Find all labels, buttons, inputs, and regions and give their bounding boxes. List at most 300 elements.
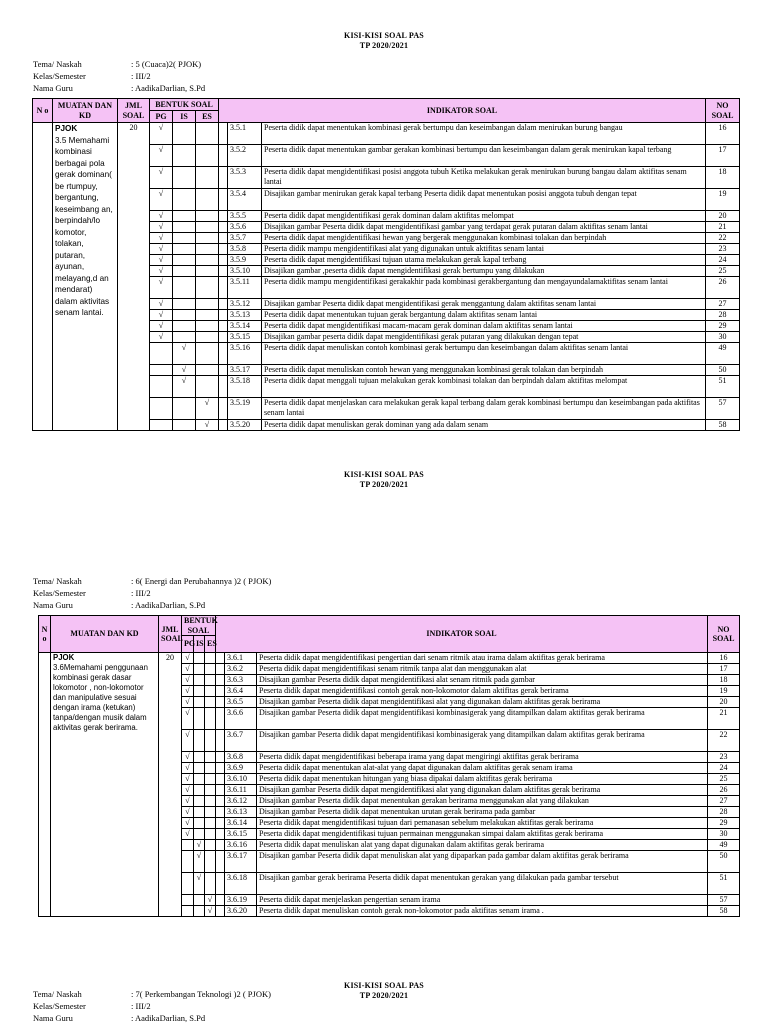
col-muatan: MUATAN DAN KD — [51, 616, 159, 653]
pg-check — [150, 376, 173, 398]
row-number-cell — [39, 653, 51, 917]
question-number: 25 — [706, 266, 740, 277]
es-check — [205, 730, 216, 752]
spacer-cell — [216, 851, 225, 873]
es-check — [205, 708, 216, 730]
question-number: 16 — [706, 123, 740, 145]
es-check — [205, 818, 216, 829]
indicator-text: Disajikan gambar Peserta didik dapat mengidentifikasi gerak menggantung dalam aktifitas senam lantai — [262, 299, 706, 310]
is-check — [194, 697, 205, 708]
spacer-cell — [219, 332, 228, 343]
indicator-code: 3.5.14 — [228, 321, 262, 332]
kisi-table-2 — [38, 615, 740, 917]
es-check — [196, 376, 219, 398]
indicator-code: 3.5.5 — [228, 211, 262, 222]
es-check: √ — [196, 420, 219, 431]
pg-check: √ — [150, 167, 173, 189]
es-check — [196, 266, 219, 277]
spacer-cell — [216, 752, 225, 763]
indicator-text: Peserta didik dapat menuliskan gerak dominan yang ada dalam senam — [262, 420, 706, 431]
es-check — [196, 277, 219, 299]
pg-check: √ — [150, 332, 173, 343]
col-jml: JML SOAL — [118, 99, 150, 123]
indicator-text: Peserta didik mampu mengidentifikasi alat yang digunakan untuk aktifitas senam lantai — [262, 244, 706, 255]
col-is: IS — [173, 111, 196, 123]
es-check — [205, 785, 216, 796]
indicator-code: 3.5.9 — [228, 255, 262, 266]
indicator-text: Peserta didik dapat mengidentifikasi macam-macam gerak dominan dalam aktifitas senam lantai — [262, 321, 706, 332]
guru-label: Nama Guru — [33, 1013, 73, 1023]
is-check — [173, 277, 196, 299]
col-pg: PG — [182, 636, 194, 653]
pg-check: √ — [182, 697, 194, 708]
question-number: 57 — [708, 895, 740, 906]
indicator-text: Peserta didik dapat menjelaskan cara melakukan gerak kapal terbang dalam gerak kombinasi bertumpu dan keseimbangan pada aktifitas senam lantai — [262, 398, 706, 420]
pg-check — [182, 873, 194, 895]
question-number: 19 — [708, 686, 740, 697]
question-number: 23 — [706, 244, 740, 255]
pg-check: √ — [150, 123, 173, 145]
es-check — [196, 365, 219, 376]
es-check — [196, 321, 219, 332]
section-title: KISI-KISI SOAL PAS — [344, 981, 424, 990]
col-indikator: INDIKATOR SOAL — [216, 616, 708, 653]
is-check — [173, 398, 196, 420]
indicator-text: Disajikan gambar Peserta didik dapat mengidentifikasi kombinasigerak yang ditampilkan dalam aktifitas gerak berirama — [257, 730, 708, 752]
question-number: 21 — [706, 222, 740, 233]
spacer-cell — [219, 299, 228, 310]
es-check — [196, 299, 219, 310]
indicator-code: 3.5.6 — [228, 222, 262, 233]
indicator-text: Peserta didik dapat menuliskan contoh hewan yang menggunakan kombinasi gerak tolakan dan berpindah — [262, 365, 706, 376]
is-check — [194, 807, 205, 818]
pg-check: √ — [182, 774, 194, 785]
indicator-code: 3.5.11 — [228, 277, 262, 299]
es-check — [205, 829, 216, 840]
is-check — [173, 310, 196, 321]
indicator-code: 3.5.4 — [228, 189, 262, 211]
indicator-code: 3.5.13 — [228, 310, 262, 321]
is-check: √ — [173, 376, 196, 398]
is-check — [173, 244, 196, 255]
indicator-text: Disajikan gambar Peserta didik dapat menentukan urutan gerak berirama pada gambar — [257, 807, 708, 818]
spacer-cell — [216, 807, 225, 818]
es-check — [196, 244, 219, 255]
indicator-text: Peserta didik dapat mengidentifikasi posisi anggota tubuh Ketika melakukan gerak menirukan burung bangau dalam aktifitas senam lantai — [262, 167, 706, 189]
is-check — [173, 189, 196, 211]
indicator-code: 3.6.13 — [225, 807, 257, 818]
guru-label: Nama Guru — [33, 83, 73, 93]
es-check — [205, 796, 216, 807]
indicator-code: 3.6.18 — [225, 873, 257, 895]
spacer-cell — [219, 398, 228, 420]
indicator-code: 3.6.15 — [225, 829, 257, 840]
question-number: 58 — [706, 420, 740, 431]
es-check — [205, 840, 216, 851]
indicator-code: 3.6.8 — [225, 752, 257, 763]
is-check — [194, 763, 205, 774]
indicator-text: Peserta didik dapat mengidentifikasi tujuan permainan menggunakan simpai dalam aktifitas gerak berirama — [257, 829, 708, 840]
indicator-text: Disajikan gambar Peserta didik dapat menuliskan alat yang dipaparkan pada gambar dalam aktifitas gerak berirama — [257, 851, 708, 873]
is-check: √ — [194, 840, 205, 851]
is-check: √ — [194, 851, 205, 873]
question-number: 17 — [708, 664, 740, 675]
section-title: KISI-KISI SOAL PAS — [344, 470, 424, 479]
es-check — [196, 167, 219, 189]
pg-check — [150, 398, 173, 420]
indicator-text: Peserta didik dapat menggali tujuan melakukan gerak kombinasi tolakan dan berpindah dalam aktifitas melompat — [262, 376, 706, 398]
kd-description: 3.6Memahami penggunaan kombinasi gerak dasar lokomotor , non-lokomotor dan manipulative sesuai dengan irama (ketukan) tanpa/dengan musik dalam aktivitas gerak berirama. — [53, 663, 148, 732]
indicator-code: 3.6.9 — [225, 763, 257, 774]
indicator-code: 3.5.3 — [228, 167, 262, 189]
question-number: 22 — [706, 233, 740, 244]
pg-check — [182, 895, 194, 906]
tema-value: : 5 (Cuaca)2( PJOK) — [131, 59, 202, 69]
is-check — [173, 266, 196, 277]
indicator-text: Peserta didik dapat mengidentifikasi gerak dominan dalam aktifitas melompat — [262, 211, 706, 222]
pg-check — [150, 343, 173, 365]
jml-soal-cell: 20 — [118, 123, 150, 431]
pg-check: √ — [150, 211, 173, 222]
pg-check: √ — [182, 763, 194, 774]
spacer-cell — [216, 763, 225, 774]
is-check — [194, 818, 205, 829]
spacer-cell — [216, 796, 225, 807]
pg-check: √ — [150, 233, 173, 244]
pg-check — [182, 851, 194, 873]
kelas-value: : III/2 — [131, 1001, 151, 1011]
pg-check: √ — [150, 222, 173, 233]
indicator-text: Peserta didik dapat mengidentifikasi beberapa irama yang dapat mengiringi aktifitas gerak berirama — [257, 752, 708, 763]
es-check — [196, 145, 219, 167]
tema-label: Tema/ Naskah — [33, 59, 82, 69]
spacer-cell — [219, 420, 228, 431]
section-year: TP 2020/2021 — [359, 991, 409, 1000]
spacer-cell — [216, 906, 225, 917]
question-number: 20 — [706, 211, 740, 222]
pg-check — [150, 365, 173, 376]
is-check — [173, 332, 196, 343]
indicator-text: Peserta didik dapat menuliskan contoh gerak non-lokomotor pada aktifitas senam irama . — [257, 906, 708, 917]
indicator-text: Disajikan gambar Peserta didik dapat mengidentifikasi alat senam ritmik pada gambar — [257, 675, 708, 686]
pg-check: √ — [182, 807, 194, 818]
guru-label: Nama Guru — [33, 600, 73, 610]
pg-check: √ — [150, 321, 173, 332]
pg-check — [182, 906, 194, 917]
tema-label: Tema/ Naskah — [33, 576, 82, 586]
indicator-text: Peserta didik dapat menentukan kombinasi gerak bertumpu dan keseimbangan dalam menirukan burung bangau — [262, 123, 706, 145]
pg-check: √ — [182, 664, 194, 675]
es-check — [205, 697, 216, 708]
spacer-cell — [219, 365, 228, 376]
pg-check: √ — [182, 829, 194, 840]
spacer-cell — [219, 145, 228, 167]
question-number: 23 — [708, 752, 740, 763]
indicator-text: Disajikan gambar Peserta didik dapat mengidentifikasi alat yang digunakan dalam aktifitas gerak berirama — [257, 697, 708, 708]
kelas-label: Kelas/Semester — [33, 71, 86, 81]
es-check — [205, 763, 216, 774]
is-check — [173, 420, 196, 431]
indicator-code: 3.6.20 — [225, 906, 257, 917]
es-check: √ — [205, 895, 216, 906]
pg-check: √ — [150, 255, 173, 266]
pg-check: √ — [150, 266, 173, 277]
tema-value: : 7( Perkembangan Teknologi )2 ( PJOK) — [131, 989, 271, 999]
tema-label: Tema/ Naskah — [33, 989, 82, 999]
indicator-text: Disajikan gambar peserta didik dapat mengidentifikasi gerak putaran yang dilakukan dengan tepat — [262, 332, 706, 343]
col-no: N o — [39, 616, 51, 653]
col-no-soal: NO SOAL — [706, 99, 740, 123]
indicator-text: Disajikan gambar Peserta didik dapat mengidentifikasi gambar yang terdapat gerak putaran dalam aktifitas senam lantai — [262, 222, 706, 233]
is-check — [194, 686, 205, 697]
col-jml: JML SOAL — [159, 616, 182, 653]
indicator-code: 3.6.19 — [225, 895, 257, 906]
spacer-cell — [216, 686, 225, 697]
spacer-cell — [216, 653, 225, 664]
col-pg: PG — [150, 111, 173, 123]
indicator-code: 3.5.15 — [228, 332, 262, 343]
is-check — [194, 895, 205, 906]
spacer-cell — [219, 310, 228, 321]
question-number: 24 — [706, 255, 740, 266]
guru-value: : AadikaDarlian, S.Pd — [131, 83, 206, 93]
indicator-text: Disajikan gambar gerak berirama Peserta didik dapat menentukan gerakan yang dilakukan pada gambar tersebut — [257, 873, 708, 895]
spacer-cell — [219, 233, 228, 244]
spacer-cell — [219, 167, 228, 189]
is-check — [194, 653, 205, 664]
section-3-meta — [33, 988, 271, 1024]
indicator-code: 3.5.7 — [228, 233, 262, 244]
indicator-code: 3.6.17 — [225, 851, 257, 873]
is-check — [194, 829, 205, 840]
kd-cell — [53, 123, 118, 431]
section-1 — [0, 31, 768, 51]
question-number: 25 — [708, 774, 740, 785]
question-number: 50 — [708, 851, 740, 873]
pg-check: √ — [150, 310, 173, 321]
is-check — [194, 774, 205, 785]
question-number: 57 — [706, 398, 740, 420]
spacer-cell — [219, 266, 228, 277]
indicator-text: Peserta didik dapat mengidentifikasi hewan yang bergerak menggunakan kombinasi tolakan dan berpindah — [262, 233, 706, 244]
es-check — [205, 873, 216, 895]
question-number: 49 — [706, 343, 740, 365]
table-row — [33, 123, 740, 145]
indicator-code: 3.5.18 — [228, 376, 262, 398]
indicator-text: Disajikan gambar menirukan gerak kapal terbang Peserta didik dapat menentukan posisi anggota tubuh dengan tepat — [262, 189, 706, 211]
es-check — [196, 255, 219, 266]
section-1-meta — [33, 58, 205, 94]
indicator-code: 3.6.12 — [225, 796, 257, 807]
es-check: √ — [205, 906, 216, 917]
indicator-code: 3.6.10 — [225, 774, 257, 785]
es-check — [196, 123, 219, 145]
is-check — [194, 708, 205, 730]
indicator-text: Peserta didik mampu mengidentifikasi gerakakhir pada kombinasi gerakbergantung dan mengayundalamaktifitas senam lantai — [262, 277, 706, 299]
es-check — [205, 675, 216, 686]
indicator-text: Peserta didik dapat mengidentifikasi contoh gerak non-lokomotor dalam aktifitas gerak berirama — [257, 686, 708, 697]
spacer-cell — [219, 376, 228, 398]
indicator-code: 3.5.16 — [228, 343, 262, 365]
indicator-text: Peserta didik dapat mengidentifikasi tujuan dari pemanasan sebelum melakukan aktifitas gerak berirama — [257, 818, 708, 829]
question-number: 49 — [708, 840, 740, 851]
spacer-cell — [219, 189, 228, 211]
indicator-text: Peserta didik dapat menjelaskan pengertian senam irama — [257, 895, 708, 906]
indicator-text: Disajikan gambar ,peserta didik dapat mengidentifikasi gerak bertumpu yang dilakukan — [262, 266, 706, 277]
is-check — [173, 145, 196, 167]
kelas-label: Kelas/Semester — [33, 1001, 86, 1011]
kelas-label: Kelas/Semester — [33, 588, 86, 598]
es-check — [196, 222, 219, 233]
subject-label: PJOK — [55, 124, 78, 133]
spacer-cell — [216, 818, 225, 829]
indicator-text: Disajikan gambar Peserta didik dapat menentukan gerakan berirama menggunakan alat yang dilakukan — [257, 796, 708, 807]
spacer-cell — [216, 708, 225, 730]
pg-check: √ — [182, 653, 194, 664]
indicator-text: Peserta didik dapat mengidentifikasi pengertian dari senam ritmik atau irama dalam aktifitas gerak berirama — [257, 653, 708, 664]
indicator-code: 3.5.2 — [228, 145, 262, 167]
col-is: IS — [194, 636, 205, 653]
spacer-cell — [219, 277, 228, 299]
spacer-cell — [219, 343, 228, 365]
col-bentuk: BENTUK SOAL — [182, 616, 216, 636]
col-bentuk: BENTUK SOAL — [150, 99, 219, 111]
indicator-text: Disajikan gambar Peserta didik dapat mengidentifikasi alat yang digunakan dalam aktifitas gerak berirama — [257, 785, 708, 796]
spacer-cell — [216, 873, 225, 895]
section-year: TP 2020/2021 — [359, 41, 409, 50]
is-check — [194, 675, 205, 686]
indicator-code: 3.5.1 — [228, 123, 262, 145]
es-check — [205, 653, 216, 664]
question-number: 27 — [706, 299, 740, 310]
question-number: 27 — [708, 796, 740, 807]
pg-check — [150, 420, 173, 431]
tema-value: : 6( Energi dan Perubahannya )2 ( PJOK) — [131, 576, 272, 586]
indicator-text: Peserta didik dapat menentukan hitungan yang biasa dipakai dalam aktifitas gerak berirama — [257, 774, 708, 785]
spacer-cell — [219, 244, 228, 255]
es-check — [205, 664, 216, 675]
indicator-text: Peserta didik dapat menuliskan contoh kombinasi gerak bertumpu dan keseimbangan dalam aktifitas senam lantai — [262, 343, 706, 365]
question-number: 18 — [706, 167, 740, 189]
is-check — [194, 752, 205, 763]
table-row — [39, 653, 740, 664]
section-2-meta — [33, 575, 271, 611]
kelas-value: : III/2 — [131, 588, 151, 598]
is-check — [173, 321, 196, 332]
col-muatan: MUATAN DAN KD — [53, 99, 118, 123]
indicator-code: 3.5.8 — [228, 244, 262, 255]
pg-check: √ — [150, 189, 173, 211]
spacer-cell — [219, 211, 228, 222]
question-number: 28 — [706, 310, 740, 321]
question-number: 18 — [708, 675, 740, 686]
es-check — [205, 686, 216, 697]
indicator-text: Disajikan gambar Peserta didik dapat mengidentifikasi kombinasigerak yang ditampilkan dalam aktifitas gerak berirama — [257, 708, 708, 730]
is-check — [173, 211, 196, 222]
indicator-text: Peserta didik dapat mengidentifikasi tujuan utama melakukan gerak kapal terbang — [262, 255, 706, 266]
spacer-cell — [219, 123, 228, 145]
col-es: ES — [205, 636, 216, 653]
question-number: 51 — [706, 376, 740, 398]
question-number: 30 — [708, 829, 740, 840]
spacer-cell — [216, 675, 225, 686]
row-number-cell — [33, 123, 53, 431]
es-check — [205, 807, 216, 818]
indicator-code: 3.6.7 — [225, 730, 257, 752]
is-check: √ — [173, 365, 196, 376]
pg-check: √ — [150, 299, 173, 310]
question-number: 16 — [708, 653, 740, 664]
indicator-code: 3.6.16 — [225, 840, 257, 851]
is-check — [194, 730, 205, 752]
pg-check: √ — [182, 796, 194, 807]
question-number: 28 — [708, 807, 740, 818]
indicator-code: 3.5.17 — [228, 365, 262, 376]
kd-cell — [51, 653, 159, 917]
indicator-code: 3.6.1 — [225, 653, 257, 664]
is-check — [173, 299, 196, 310]
pg-check: √ — [150, 145, 173, 167]
spacer-cell — [219, 321, 228, 332]
indicator-code: 3.5.10 — [228, 266, 262, 277]
question-number: 29 — [706, 321, 740, 332]
is-check — [194, 785, 205, 796]
es-check: √ — [196, 398, 219, 420]
indicator-code: 3.5.19 — [228, 398, 262, 420]
is-check — [173, 255, 196, 266]
pg-check: √ — [182, 730, 194, 752]
subject-label: PJOK — [53, 653, 75, 662]
spacer-cell — [216, 730, 225, 752]
es-check — [196, 211, 219, 222]
question-number: 26 — [706, 277, 740, 299]
col-indikator: INDIKATOR SOAL — [219, 99, 706, 123]
spacer-cell — [219, 255, 228, 266]
indicator-code: 3.6.14 — [225, 818, 257, 829]
spacer-cell — [216, 774, 225, 785]
spacer-cell — [216, 664, 225, 675]
guru-value: : AadikaDarlian, S.Pd — [131, 600, 206, 610]
is-check — [173, 167, 196, 189]
indicator-code: 3.6.3 — [225, 675, 257, 686]
col-es: ES — [196, 111, 219, 123]
es-check — [196, 189, 219, 211]
question-number: 30 — [706, 332, 740, 343]
pg-check: √ — [150, 244, 173, 255]
question-number: 20 — [708, 697, 740, 708]
jml-soal-cell: 20 — [159, 653, 182, 917]
indicator-text: Peserta didik dapat menentukan gambar gerakan kombinasi bertumpu dan keseimbangan dalam gerak menirukan kapal terbang — [262, 145, 706, 167]
es-check — [196, 233, 219, 244]
question-number: 58 — [708, 906, 740, 917]
question-number: 22 — [708, 730, 740, 752]
question-number: 17 — [706, 145, 740, 167]
is-check — [173, 123, 196, 145]
question-number: 19 — [706, 189, 740, 211]
section-year: TP 2020/2021 — [359, 480, 409, 489]
is-check — [194, 796, 205, 807]
indicator-code: 3.5.12 — [228, 299, 262, 310]
indicator-code: 3.6.4 — [225, 686, 257, 697]
is-check: √ — [173, 343, 196, 365]
is-check — [173, 222, 196, 233]
is-check — [194, 664, 205, 675]
question-number: 26 — [708, 785, 740, 796]
question-number: 51 — [708, 873, 740, 895]
es-check — [205, 752, 216, 763]
es-check — [196, 343, 219, 365]
pg-check: √ — [182, 818, 194, 829]
